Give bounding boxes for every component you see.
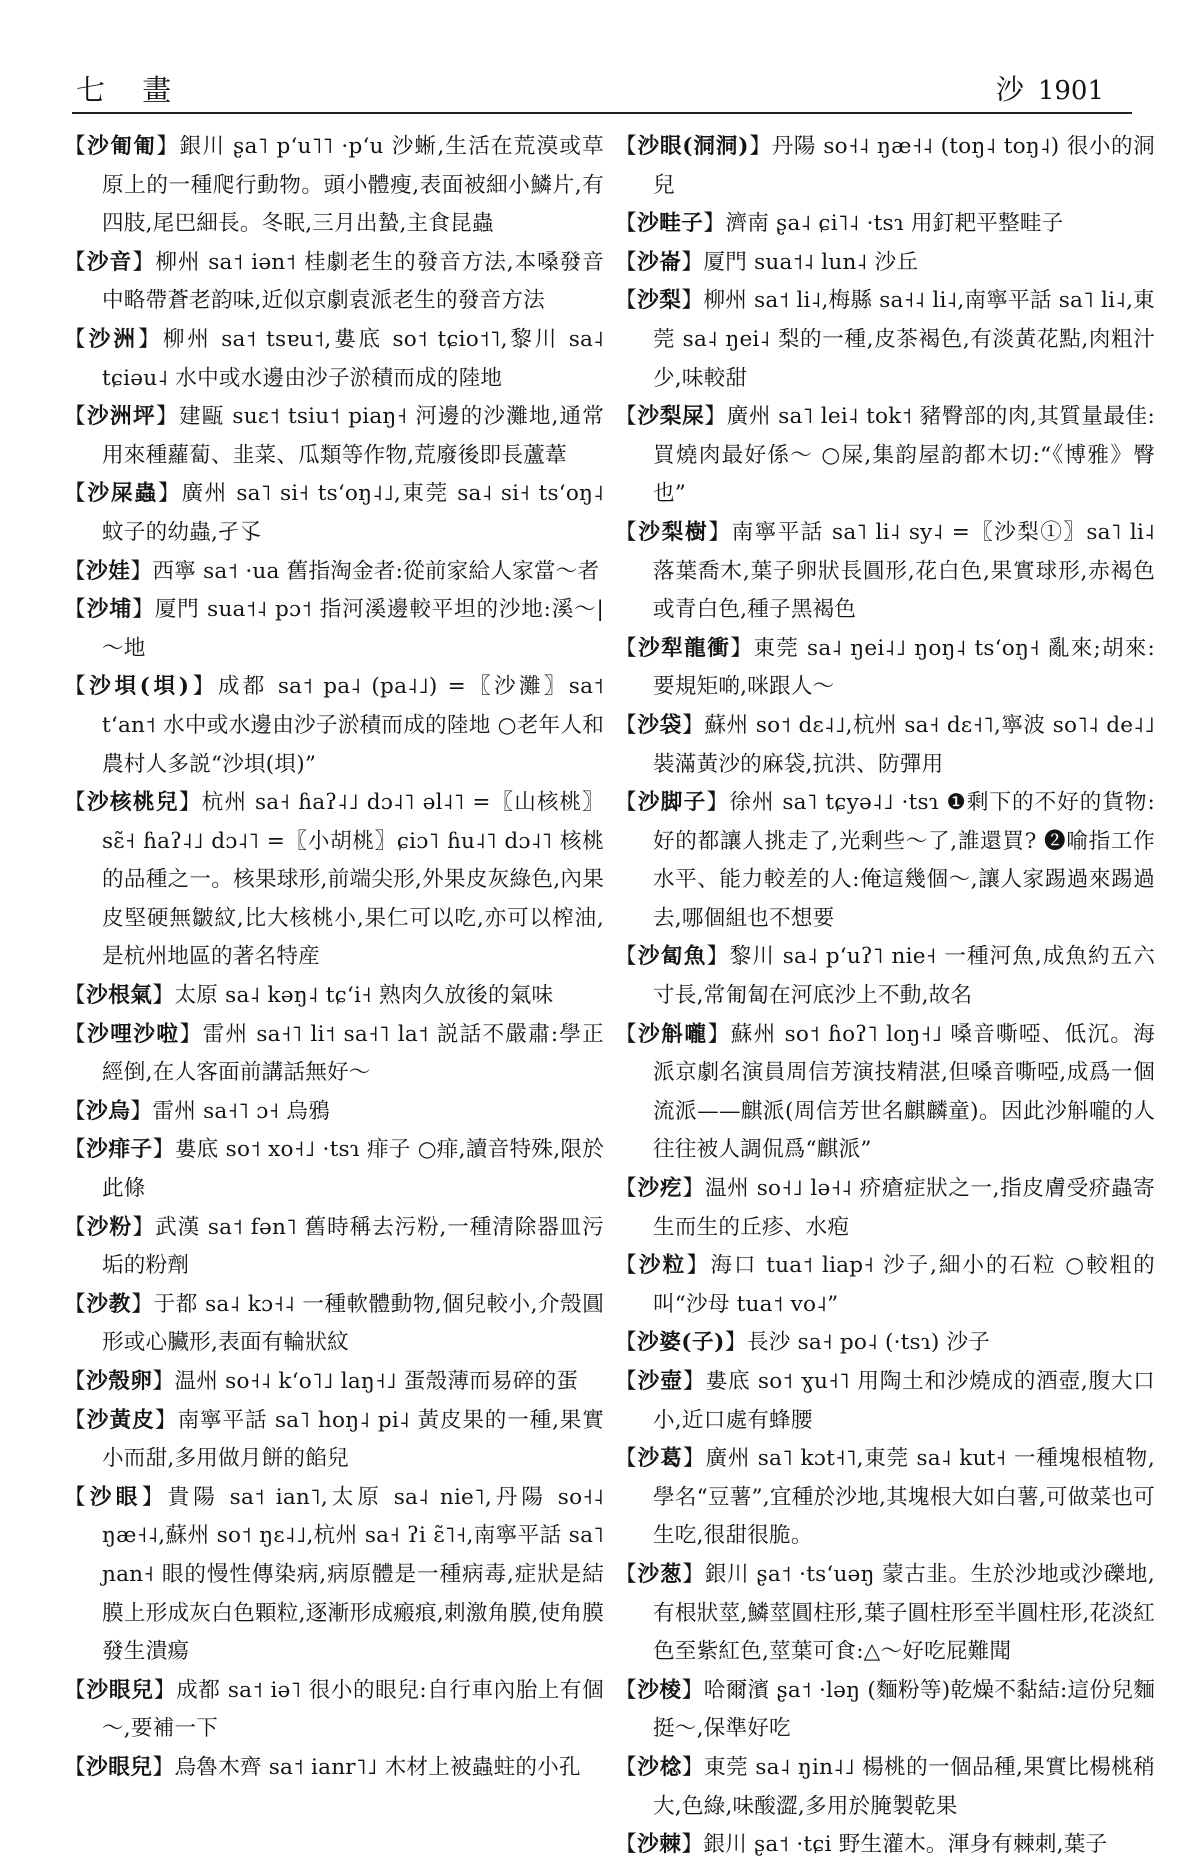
entry-headword: 【 沙洲 】 <box>64 327 163 352</box>
stroke-section-title: 七 畫 <box>76 73 186 107</box>
entry-text: 廣州 sa˥ si˧ tsʻoŋ˨˩,東莞 sa˨ si˧ tsʻoŋ˨ 蚊子的幼蟲,孑孓 <box>102 481 604 545</box>
dictionary-entry <box>64 244 604 321</box>
entry-text: 東莞 sa˨ ŋei˨˩ ŋoŋ˨ tsʻoŋ˧ 亂來;胡來:要規矩啲,咪跟人～ <box>653 635 1155 700</box>
dictionary-entry <box>64 553 604 592</box>
entry-headword: 【 沙脚子 】 <box>615 790 729 815</box>
dictionary-entry <box>615 1672 1155 1749</box>
entry-headword: 【 沙殼卵 】 <box>64 1369 175 1394</box>
dictionary-entry <box>64 668 604 784</box>
entry-text: 哈爾濱 ʂa˦ ·ləŋ (麵粉等)乾燥不黏結:這份兒麵挺～,保準好吃 <box>653 1677 1155 1742</box>
entry-text: 南寧平話 sa˥ li˨ sy˨ =〖沙梨①〗sa˥ li˨ 落葉喬木,葉子卵狀長圓形,花白色,果實球形,赤褐色或青白色,種子黑褐色 <box>653 519 1155 623</box>
entry-text: 成都 sa˦ pa˨ (pa˨˩) =〖沙灘〗sa˦ tʻan˦ 水中或水邊由沙子淤積而成的陸地 ○老年人和農村人多説“沙垻(垻)” <box>102 674 604 777</box>
entry-headword: 【 沙粉 】 <box>64 1215 155 1240</box>
entry-headword: 【 沙梨屎 】 <box>615 404 727 429</box>
entry-headword: 【 沙匍匍 】 <box>64 134 180 159</box>
dictionary-entry <box>64 1479 604 1672</box>
entry-headword: 【 沙烏 】 <box>64 1099 152 1124</box>
entry-text: 武漢 sa˦ fən˥ 舊時稱去污粉,一種清除器皿污垢的粉劑 <box>102 1214 604 1279</box>
entry-text: 蘇州 so˦ ɦoʔ˥ loŋ˧˩ 嗓音嘶啞、低沉。海派京劇名演員周信芳演技精湛,但嗓音嘶啞,成爲一個流派——麒派(周信芳世名麒麟童)。因此沙斛嚨的人往往被人調侃爲“麒派” <box>653 1021 1155 1163</box>
entry-headword: 【 沙屎蟲 】 <box>64 481 181 506</box>
dictionary-entry <box>615 282 1155 398</box>
entry-text: 于都 sa˨ kɔ˧˨ 一種軟體動物,個兒較小,介殼圓形或心臟形,表面有輪狀紋 <box>102 1291 604 1356</box>
entry-headword: 【 沙根氣 】 <box>64 983 175 1008</box>
entry-headword: 【 沙洲坪 】 <box>64 404 179 429</box>
dictionary-entry <box>64 1286 604 1363</box>
entry-headword: 【 沙崙 】 <box>615 250 703 275</box>
entry-headword: 【 沙袋 】 <box>615 713 704 738</box>
entry-text: 烏魯木齊 sa˦ ianr˥˩ 木材上被蟲蛀的小孔 <box>174 1754 581 1780</box>
entry-text: 蘇州 so˦ dɛ˨˩,杭州 sa˧ dɛ˧˥,寧波 so˥˨ de˨˩ 裝滿黃沙的麻袋,抗洪、防彈用 <box>653 712 1155 777</box>
entry-headword: 【 沙畦子 】 <box>615 211 726 236</box>
entry-text: 廣州 sa˥ lei˨ tok˦ 豬臀部的肉,其質量最佳:買燒肉最好係～ ○屎,集韵屋韵都木切:“《博雅》臀也” <box>653 404 1155 507</box>
entry-headword: 【 沙教 】 <box>64 1292 154 1317</box>
entry-text: 銀川 ʂa˥ pʻu˥˥ ·pʻu 沙蜥,生活在荒漠或草原上的一種爬行動物。頭小體瘦,表面被細小鱗片,有四肢,尾巴細長。冬眠,三月出蟄,主食昆蟲 <box>102 134 604 237</box>
left-column <box>64 128 604 1780</box>
dictionary-entry <box>615 938 1155 1015</box>
dictionary-entry <box>64 475 604 552</box>
entry-headword: 【 沙犁龍衝 】 <box>615 636 753 661</box>
entry-headword: 【 沙眼兒 】 <box>64 1755 175 1780</box>
entry-text: 雷州 sa˧˥ ɔ˧ 烏鴉 <box>152 1098 330 1124</box>
entry-text: 柳州 sa˦ tsɐu˦,婁底 so˦ tɕio˦˥,黎川 sa˨ tɕiəu˨ 水中或水邊由沙子淤積而成的陸地 <box>102 326 604 391</box>
dictionary-entry <box>64 1131 604 1208</box>
dictionary-entry <box>64 977 604 1016</box>
entry-text: 濟南 ʂa˨ ɕi˥˨ ·tsɿ 用釘耙平整畦子 <box>725 211 1064 237</box>
entry-text: 南寧平話 sa˥ hoŋ˨ pi˨ 黃皮果的一種,果實小而甜,多用做月餅的餡兒 <box>102 1407 604 1472</box>
entry-headword: 【 沙匐魚 】 <box>615 944 730 969</box>
entry-text: 廣州 sa˥ kɔt˧˥,東莞 sa˨ kut˧ 一種塊根植物,學名“豆薯”,宜種於沙地,其塊根大如白薯,可做菜也可生吃,很甜很脆。 <box>653 1446 1155 1549</box>
entry-text: 柳州 sa˦ iən˦ 桂劇老生的發音方法,本嗓發音中略帶蒼老韵味,近似京劇袁派老生的發音方法 <box>102 249 604 314</box>
entry-text: 海口 tua˦ liap˧ 沙子,細小的石粒 ○較粗的叫“沙母 tua˦ vo˨” <box>653 1253 1155 1317</box>
entry-text: 長沙 sa˧ po˨ (·tsɿ) 沙子 <box>746 1330 991 1356</box>
dictionary-entry <box>64 1209 604 1286</box>
dictionary-entry <box>615 1363 1155 1440</box>
dictionary-entry <box>615 1170 1155 1247</box>
dictionary-entry <box>615 205 1155 244</box>
entry-headword: 【 沙斛嚨 】 <box>615 1022 731 1047</box>
entry-headword: 【 沙眼兒 】 <box>64 1678 176 1703</box>
entry-headword: 【 沙眼(洞洞) 】 <box>615 134 772 159</box>
dictionary-entry <box>64 1016 604 1093</box>
entry-text: 貴陽 sa˦ ian˥,太原 sa˨ nie˥,丹陽 so˧˨ ŋæ˧˨,蘇州 so˦ ŋɛ˨˩,杭州 sa˧ ʔi ɛ̃˥˧,南寧平話 sa˥ ɲan˧ 眼的慢性傳染病,病原體是一種病毒,症狀是結膜上形成灰白色顆粒,逐漸形成瘢痕,刺激角膜,使角膜發生潰瘍 <box>102 1484 604 1665</box>
dictionary-entry <box>64 591 604 668</box>
entry-headword: 【 沙音 】 <box>64 250 155 275</box>
dictionary-entry <box>615 244 1155 283</box>
entry-headword: 【 沙埔 】 <box>64 597 155 622</box>
dictionary-entry <box>615 707 1155 784</box>
entry-text: 温州 so˧˩ lə˧˨ 疥瘡症狀之一,指皮膚受疥蟲寄生而生的丘疹、水疱 <box>653 1176 1155 1240</box>
dictionary-entry <box>615 1556 1155 1672</box>
dictionary-entry <box>64 128 604 244</box>
entry-text: 建甌 suɛ˦ tsiu˦ piaŋ˧ 河邊的沙灘地,通常用來種蘿蔔、韭菜、瓜類等作物,荒廢後即長蘆葦 <box>102 404 604 468</box>
dictionary-entry <box>615 1247 1155 1324</box>
dictionary-entry <box>615 630 1155 707</box>
dictionary-entry <box>64 1402 604 1479</box>
entry-headword: 【 沙梨 】 <box>615 288 703 313</box>
entry-text: 杭州 sa˧ ɦaʔ˨˩ dɔ˨˥ əl˨˥ =〖山核桃〗sɛ̃˧ ɦaʔ˨˩ dɔ˨˥ =〖小胡桃〗ɕiɔ˥ ɦu˨˥ dɔ˨˥ 核桃的品種之一。核果球形,前端尖形,外果皮灰綠色,內果皮堅硬無皺紋,比大核桃小,果仁可以吃,亦可以榨油,是杭州地區的著名特産 <box>102 790 604 970</box>
entry-headword: 【 沙梨樹 】 <box>615 520 732 545</box>
entry-text: 厦門 sua˦˨ lun˨ 沙丘 <box>703 249 919 275</box>
entry-text: 東莞 sa˨ ŋin˨˩ 楊桃的一個品種,果實比楊桃稍大,色綠,味酸澀,多用於腌製乾果 <box>653 1754 1155 1819</box>
head-character: 沙 <box>995 73 1024 106</box>
entry-headword: 【 沙棱 】 <box>615 1678 704 1703</box>
entry-text: 黎川 sa˨ pʻuʔ˥ nie˧ 一種河魚,成魚約五六寸長,常匍匐在河底沙上不動,故名 <box>653 944 1155 1009</box>
entry-text: 婁底 so˦ xo˧˩ ·tsɿ 痱子 ○痱,讀音特殊,限於此條 <box>102 1137 604 1202</box>
entry-headword: 【 沙婆(子) 】 <box>615 1330 747 1355</box>
entry-headword: 【 沙眼 】 <box>64 1485 168 1510</box>
entry-text: 厦門 sua˦˨ pɔ˦ 指河溪邊較平坦的沙地:溪～|～地 <box>102 597 604 661</box>
dictionary-entry <box>615 1016 1155 1170</box>
dictionary-entry <box>64 1749 604 1788</box>
dictionary-entry <box>64 1672 604 1749</box>
entry-text: 温州 so˧˨ kʻo˥˩ laŋ˧˩ 蛋殼薄而易碎的蛋 <box>174 1369 579 1394</box>
running-head <box>996 68 1104 108</box>
entry-text: 柳州 sa˦ li˨,梅縣 sa˧˨ li˨,南寧平話 sa˥ li˨,東莞 sa˨ ŋei˨ 梨的一種,皮茶褐色,有淡黃花點,肉粗汁少,味較甜 <box>653 288 1155 391</box>
entry-headword: 【 沙葛 】 <box>615 1446 706 1471</box>
entry-headword: 【 沙娃 】 <box>64 559 152 584</box>
dictionary-entry <box>615 514 1155 630</box>
entry-headword: 【 沙粒 】 <box>615 1253 710 1278</box>
dictionary-entry <box>615 1324 1155 1363</box>
entry-text: 婁底 so˦ ɣu˧˥ 用陶土和沙燒成的酒壺,腹大口小,近口處有蜂腰 <box>653 1369 1155 1433</box>
entry-text: 銀川 ʂa˦ ·tɕi 野生灌木。渾身有棘刺,葉子 <box>703 1832 1108 1858</box>
entry-text: 徐州 sa˥ tɕyə˨˩ ·tsɿ ❶剩下的不好的貨物:好的都讓人挑走了,光剩些～了,誰還買? ❷喻指工作水平、能力較差的人:俺這幾個～,讓人家踢過來踢過去,哪個組也不想要 <box>653 790 1155 931</box>
dictionary-entry <box>615 784 1155 938</box>
entry-text: 太原 sa˨ kəŋ˨ tɕʻi˧ 熟肉久放後的氣味 <box>174 983 554 1009</box>
dictionary-entry <box>615 128 1155 205</box>
entry-headword: 【 沙葱 】 <box>615 1562 705 1587</box>
page-number: 1901 <box>1037 76 1104 106</box>
page-header <box>72 60 1132 114</box>
entry-text: 丹陽 so˧˨ ŋæ˧˨ (toŋ˨ toŋ˨) 很小的洞兒 <box>653 134 1155 198</box>
dictionary-entry <box>64 398 604 475</box>
entry-headword: 【 沙棘 】 <box>615 1832 703 1857</box>
entry-headword: 【 沙壺 】 <box>615 1369 706 1394</box>
entry-text: 成都 sa˦ iə˥ 很小的眼兒:自行車內胎上有個～,要補一下 <box>102 1677 604 1742</box>
entry-text: 銀川 ʂa˦ ·tsʻuəŋ 蒙古韭。生於沙地或沙礫地,有根狀莖,鱗莖圓柱形,葉子圓柱形至半圓柱形,花淡紅色至紫紅色,莖葉可食:△～好吃屁難聞 <box>653 1561 1155 1665</box>
dictionary-entry <box>64 784 604 977</box>
entry-headword: 【 沙疙 】 <box>615 1176 705 1201</box>
dictionary-entry <box>615 1440 1155 1556</box>
entry-headword: 【 沙核桃兒 】 <box>64 790 202 815</box>
dictionary-entry <box>64 1363 604 1402</box>
entry-headword: 【 沙痱子 】 <box>64 1137 175 1162</box>
entry-headword: 【 沙黃皮 】 <box>64 1408 178 1433</box>
dictionary-entry <box>64 321 604 398</box>
entry-headword: 【 沙哩沙啦 】 <box>64 1022 203 1047</box>
dictionary-entry <box>615 1749 1155 1826</box>
entry-text: 雷州 sa˧˥ li˦ sa˧˥ la˦ 説話不嚴肅:學正經倒,在人客面前講話無好～ <box>102 1021 604 1086</box>
dictionary-entry <box>615 398 1155 514</box>
dictionary-entry <box>64 1093 604 1132</box>
dictionary-entry <box>615 1826 1155 1865</box>
right-column <box>615 128 1155 1858</box>
entry-headword: 【 沙垻(垻) 】 <box>64 674 218 699</box>
entry-headword: 【 沙棯 】 <box>615 1755 704 1780</box>
entry-text: 西寧 sa˦ ·ua 舊指淘金者:從前家給人家當～者 <box>152 558 600 584</box>
